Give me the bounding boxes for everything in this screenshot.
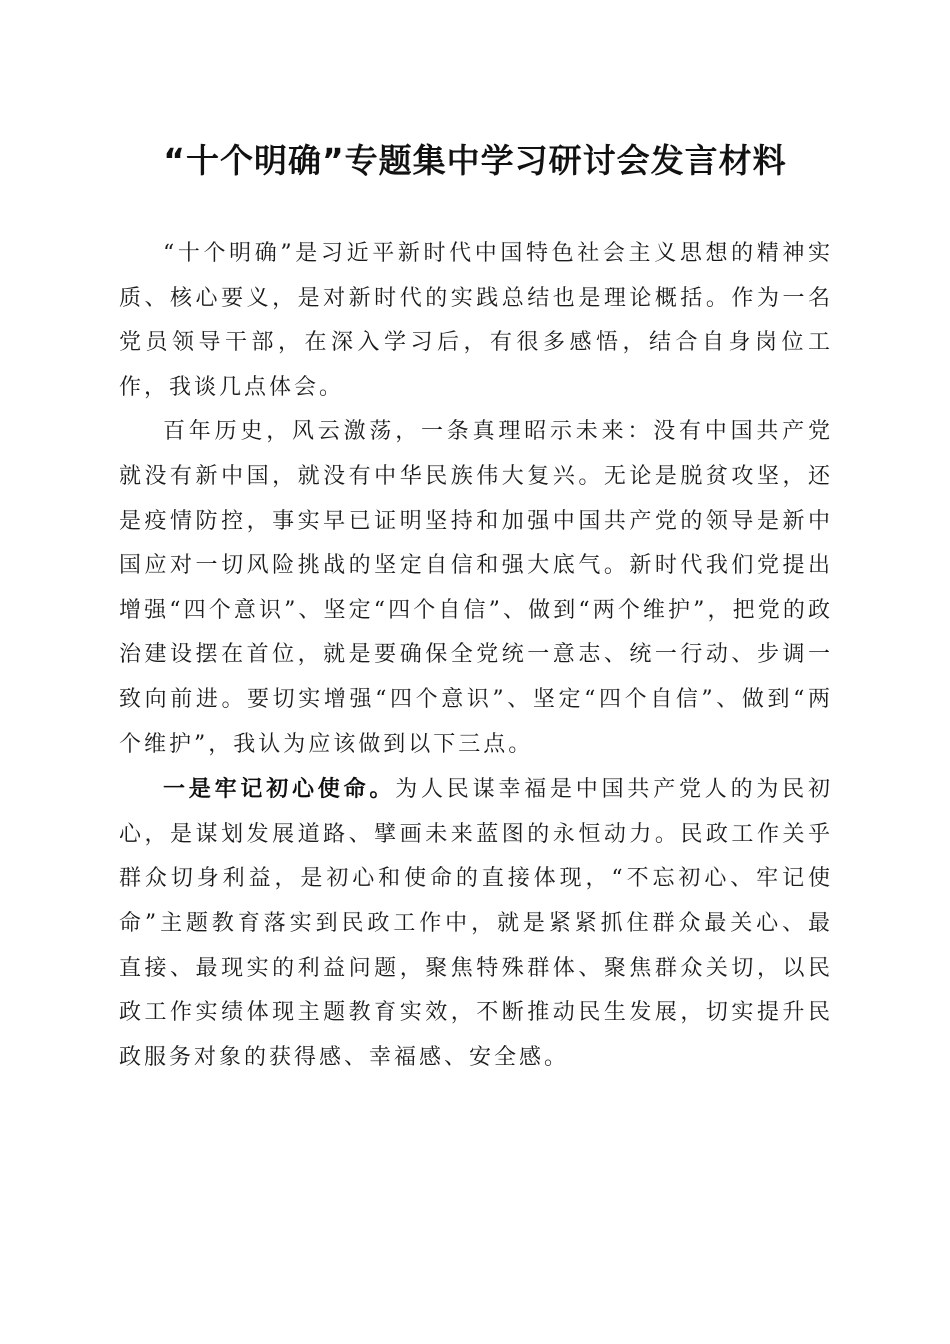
paragraph-intro bbox=[119, 232, 833, 410]
paragraph-point-one-text: 为人民谋幸福是中国共产党人的为民初心，是谋划发展道路、擘画未来蓝图的永恒动力。民政工作关乎群众切身利益，是初心和使命的直接体现，“不忘初心、牢记使命”主题教育落实到民政工作中，就是紧紧抓住群众最关心、最直接、最现实的利益问题，聚焦特殊群体、聚焦群众关切，以民政工作实绩体现主题教育实效，不断推动民生发展，切实提升民政服务对象的获得感、幸福感、安全感。 bbox=[119, 777, 833, 1070]
paragraph-history-text: 百年历史，风云激荡，一条真理昭示未来：没有中国共产党就没有新中国，就没有中华民族伟大复兴。无论是脱贫攻坚，还是疫情防控，事实早已证明坚持和加强中国共产党的领导是新中国应对一切风险挑战的坚定自信和强大底气。新时代我们党提出增强“四个意识”、坚定“四个自信”、做到“两个维护”，把党的政治建设摆在首位，就是要确保全党统一意志、统一行动、步调一致向前进。要切实增强“四个意识”、坚定“四个自信”、做到“两个维护”，我认为应该做到以下三点。 bbox=[119, 419, 833, 757]
document-title: “十个明确”专题集中学习研讨会发言材料 bbox=[163, 141, 787, 180]
paragraph-point-one-lead: 一是牢记初心使命。 bbox=[163, 776, 396, 803]
document-body bbox=[119, 232, 833, 1080]
paragraph-point-one bbox=[119, 767, 833, 1080]
paragraph-history bbox=[119, 410, 833, 767]
paragraph-intro-text: “十个明确”是习近平新时代中国特色社会主义思想的精神实质、核心要义，是对新时代的实践总结也是理论概括。作为一名党员领导干部，在深入学习后，有很多感悟，结合自身岗位工作，我谈几点体会。 bbox=[119, 241, 833, 400]
